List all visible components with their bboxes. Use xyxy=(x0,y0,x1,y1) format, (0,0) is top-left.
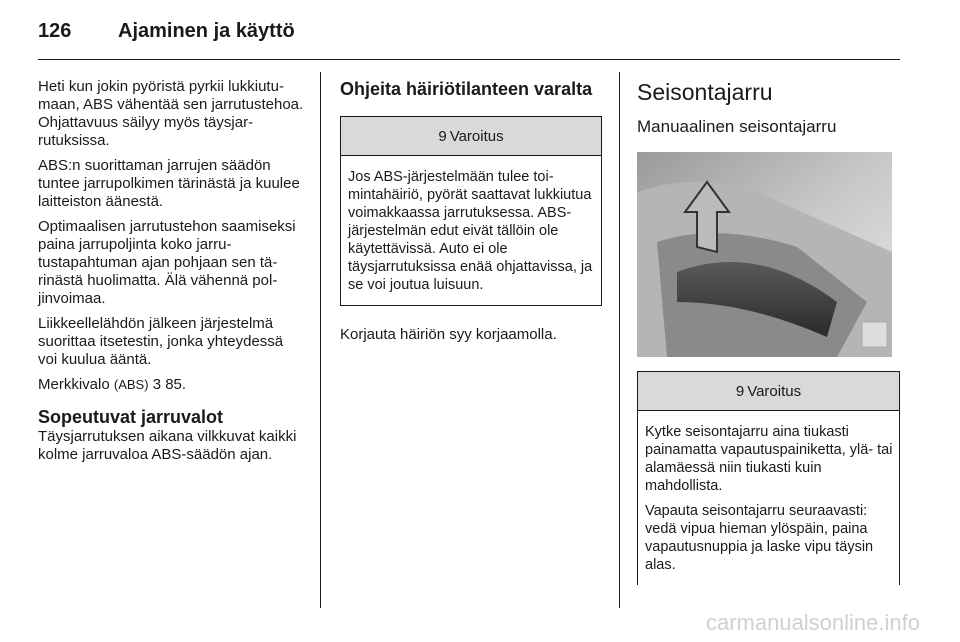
abs-warning-icon: (ABS) xyxy=(113,377,149,392)
warning-box-abs xyxy=(340,116,602,306)
warning-label: Varoitus xyxy=(449,127,504,145)
reference-arrow-icon: 3 xyxy=(152,376,162,393)
column-divider-2 xyxy=(619,72,620,608)
warning-box-parking-brake xyxy=(637,371,900,585)
indicator-label: Merkkivalo xyxy=(38,376,110,393)
warning-text: Jos ABS-järjestelmään tulee toimintahäiriö, pyörät saattavat lukkiutua voimakkaassa jarrutuksessa. ABS-järjestelmän edut eivät tällöin ole käytettävissä. Auto ei ole täysjarrutuksissa enää ohjattavissa, ja se voi joutua luisuun. xyxy=(348,169,593,293)
section-title-parking-brake: Seisontajarru xyxy=(637,79,773,105)
watermark: carmanualsonline.info xyxy=(705,610,920,635)
abs-paragraph-4: Liikkeellelähdön jälkeen järjestelmä suorittaa itsetestin, jonka yhteydessä voi kuulua ääntä. xyxy=(38,315,284,368)
brake-lights-paragraph: Täysjarrutuksen aikana vilkkuvat kaikki kolme jarruvaloa ABS-säädön ajan. xyxy=(38,428,297,463)
abs-paragraph-3: Optimaalisen jarrutustehon saamiseksi paina jarrupoljinta koko jarrutustapahtuman ajan pohjaan sen tärinästä huolimatta. Älä vähennä poljinvoimaa. xyxy=(38,218,296,307)
warning-text-2: Vapauta seisontajarru seuraavasti: vedä vipua hieman ylöspäin, paina vapautusnuppia ja laske vipu täysin alas. xyxy=(645,503,874,573)
warning-body xyxy=(341,156,601,305)
section-heading-fault: Ohjeita häiriötilanteen varalta xyxy=(340,79,593,99)
column-left xyxy=(38,78,306,471)
column-middle xyxy=(340,78,602,351)
subsection-title-manual-brake: Manuaalinen seisontajarru xyxy=(637,117,837,136)
reference-page[interactable]: 85. xyxy=(165,376,187,393)
warning-label: Varoitus xyxy=(747,382,802,400)
column-divider-1 xyxy=(320,72,321,608)
page-number: 126 xyxy=(38,20,72,42)
warning-header xyxy=(341,117,601,156)
abs-paragraph-1: Heti kun jokin pyöristä pyrkii lukkiutumaan, ABS vähentää sen jarrutustehoa. Ohjattavuus säilyy myös täysjarrutuksissa. xyxy=(38,78,304,149)
warning-header xyxy=(638,372,899,411)
indicator-reference xyxy=(38,376,306,394)
parking-brake-photo xyxy=(637,152,892,357)
fault-repair-paragraph: Korjauta häiriön syy korjaamolla. xyxy=(340,326,557,343)
warning-triangle-icon: 9 xyxy=(735,382,745,400)
chapter-title: Ajaminen ja käyttö xyxy=(118,20,295,42)
warning-text-1: Kytke seisontajarru aina tiukasti painamatta vapautuspainiketta, ylä- tai alamäessä niin tiukasti kuin mahdollista. xyxy=(645,424,893,494)
column-right xyxy=(637,78,900,585)
warning-body xyxy=(638,411,899,585)
header-divider xyxy=(38,59,900,60)
section-heading-brake-lights: Sopeutuvat jarruvalot xyxy=(38,407,224,427)
abs-paragraph-2: ABS:n suorittaman jarrujen säädön tuntee jarrupolkimen tärinästä ja kuulee laitteiston äänestä. xyxy=(38,157,300,210)
warning-triangle-icon: 9 xyxy=(438,127,447,145)
